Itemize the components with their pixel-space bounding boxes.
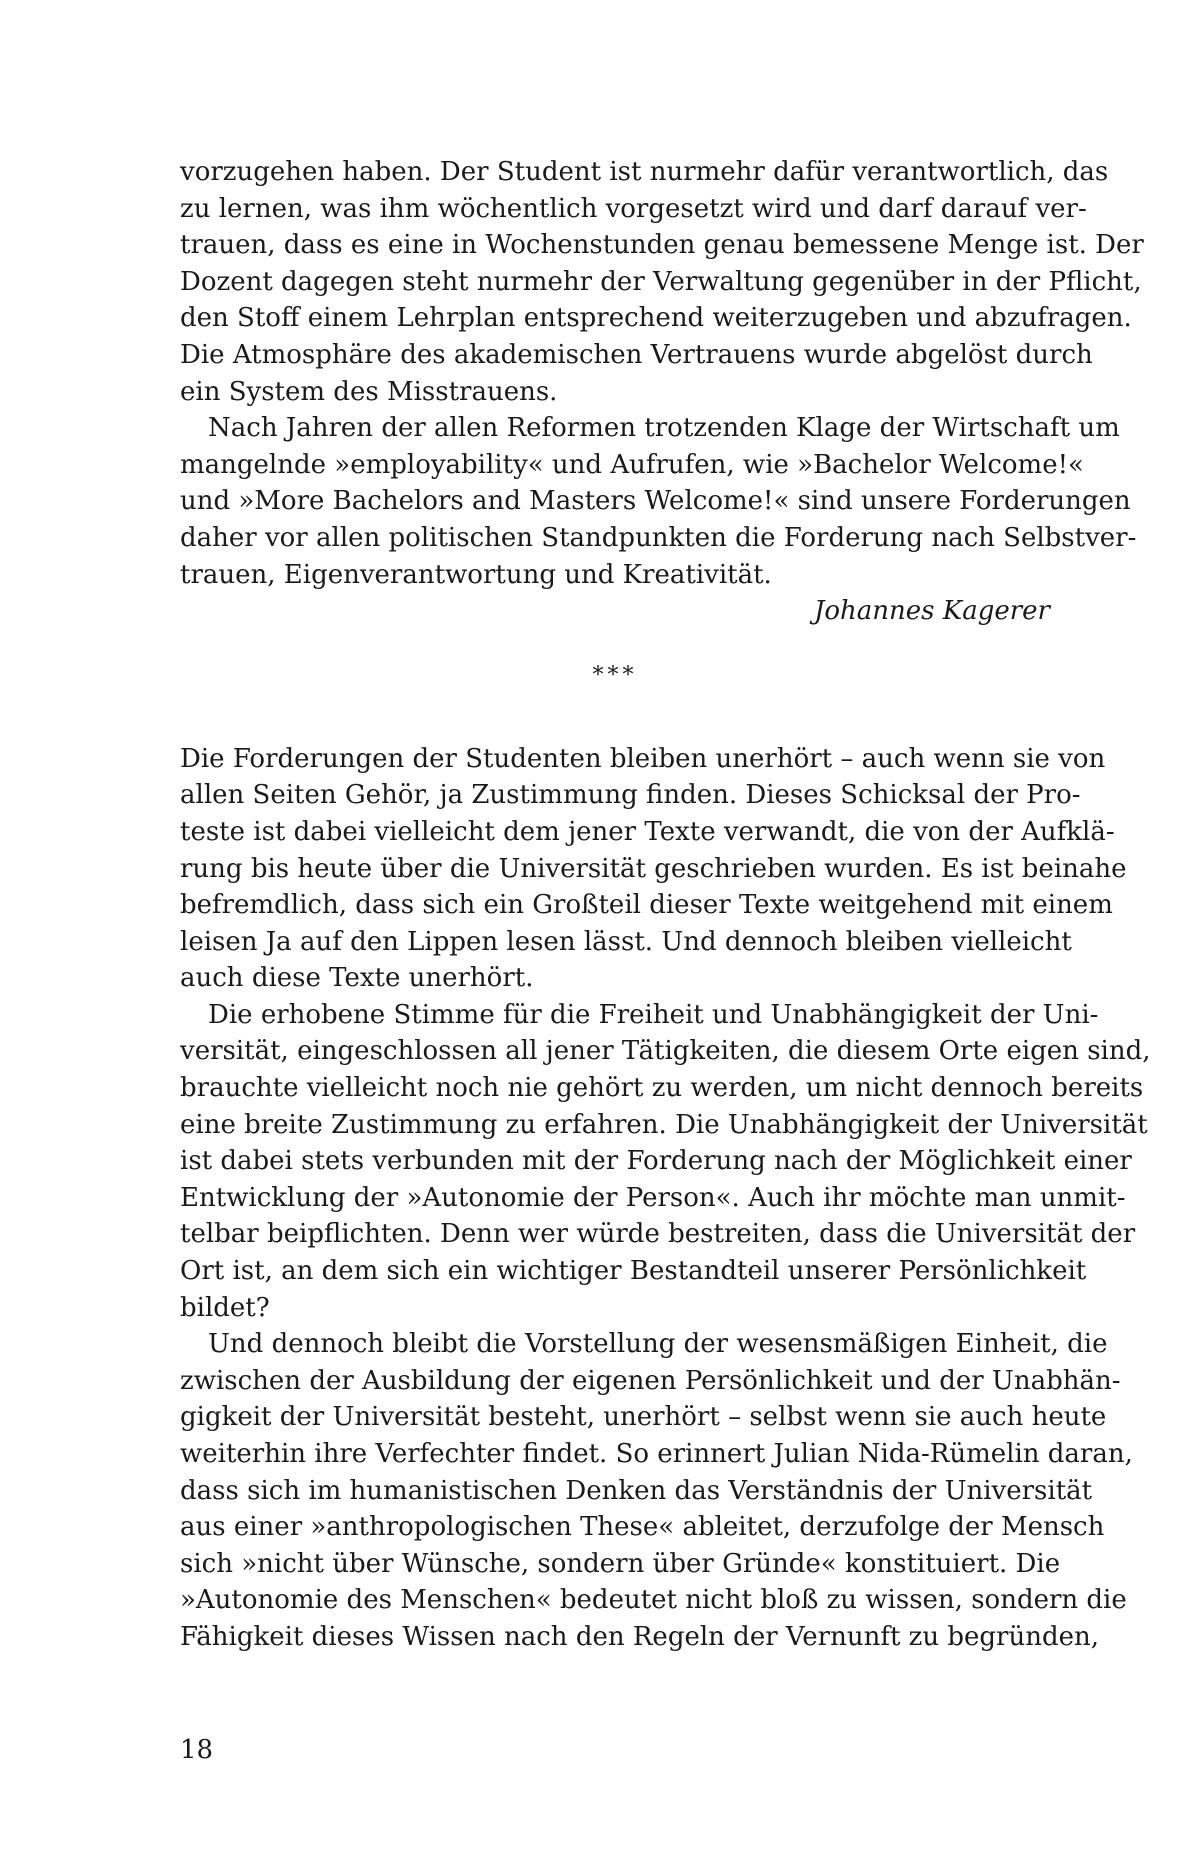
- text-line: zwischen der Ausbildung der eigenen Persönlichkeit und der Unabhän-: [180, 1365, 1121, 1396]
- paragraph: [180, 997, 1151, 1326]
- text-line: sich »nicht über Wünsche, sondern über Gründe« konstituiert. Die: [180, 1548, 1061, 1579]
- text-line: leisen Ja auf den Lippen lesen lässt. Und dennoch bleiben vielleicht: [180, 926, 1072, 957]
- text-line: versität, eingeschlossen all jener Tätigkeiten, die diesem Orte eigen sind,: [180, 1036, 1151, 1067]
- text-line: befremdlich, dass sich ein Großteil dieser Texte weitgehend mit einem: [180, 890, 1113, 921]
- text-line: teste ist dabei vielleicht dem jener Texte verwandt, die von der Aufklä-: [180, 816, 1115, 847]
- text-line: den Stoff einem Lehrplan entsprechend weiterzugeben und abzufragen.: [180, 303, 1132, 334]
- text-line: daher vor allen politischen Standpunkten die Forderung nach Selbstver-: [180, 522, 1137, 553]
- section-separator: ***: [592, 662, 638, 688]
- text-line: Die Atmosphäre des akademischen Vertrauens wurde abgelöst durch: [180, 339, 1093, 370]
- text-line: trauen, dass es eine in Wochenstunden genau bemessene Menge ist. Der: [180, 230, 1144, 261]
- text-line: Und dennoch bleibt die Vorstellung der wesensmäßigen Einheit, die: [208, 1329, 1108, 1360]
- text-line: Entwicklung der »Autonomie der Person«. Auch ihr möchte man unmit-: [180, 1182, 1126, 1213]
- text-line: rung bis heute über die Universität geschrieben wurden. Es ist beinahe: [180, 853, 1127, 884]
- text-line: trauen, Eigenverantwortung und Kreativität.: [180, 559, 772, 590]
- section-2: [180, 741, 1151, 1656]
- text-line: allen Seiten Gehör, ja Zustimmung finden. Dieses Schicksal der Pro-: [180, 780, 1081, 811]
- text-line: ein System des Misstrauens.: [180, 376, 558, 407]
- author-signature: Johannes Kagerer: [813, 596, 1050, 627]
- text-line: Nach Jahren der allen Reformen trotzenden Klage der Wirtschaft um: [208, 413, 1120, 444]
- text-line: Dozent dagegen steht nurmehr der Verwaltung gegenüber in der Pflicht,: [180, 266, 1142, 297]
- paragraph: [180, 1326, 1133, 1655]
- paragraph: [180, 154, 1144, 410]
- text-line: aus einer »anthropologischen These« ableitet, derzufolge der Mensch: [180, 1512, 1105, 1543]
- text-line: und »More Bachelors and Masters Welcome!« sind unsere Forderungen: [180, 486, 1131, 517]
- page-number: 18: [180, 1735, 214, 1765]
- text-line: zu lernen, was ihm wöchentlich vorgesetzt wird und darf darauf ver-: [180, 193, 1087, 224]
- paragraph: [180, 410, 1137, 593]
- text-line: mangelnde »employability« und Aufrufen, wie »Bachelor Welcome!«: [180, 449, 1084, 480]
- text-line: Die Forderungen der Studenten bleiben unerhört – auch wenn sie von: [180, 743, 1106, 774]
- text-line: gigkeit der Universität besteht, unerhört – selbst wenn sie auch heute: [180, 1402, 1107, 1433]
- section-1: [180, 154, 1144, 593]
- text-line: eine breite Zustimmung zu erfahren. Die Unabhängigkeit der Universität: [180, 1109, 1148, 1140]
- text-line: ist dabei stets verbunden mit der Forderung nach der Möglichkeit einer: [180, 1146, 1132, 1177]
- text-line: Ort ist, an dem sich ein wichtiger Bestandteil unserer Persönlichkeit: [180, 1256, 1087, 1287]
- text-line: dass sich im humanistischen Denken das Verständnis der Universität: [180, 1475, 1093, 1506]
- text-line: Die erhobene Stimme für die Freiheit und Unabhängigkeit der Uni-: [208, 999, 1099, 1030]
- text-line: vorzugehen haben. Der Student ist nurmehr dafür verantwortlich, das: [180, 157, 1109, 187]
- text-line: bildet?: [180, 1292, 270, 1323]
- text-line: brauchte vielleicht noch nie gehört zu werden, um nicht dennoch bereits: [180, 1073, 1144, 1104]
- text-line: »Autonomie des Menschen« bedeutet nicht bloß zu wissen, sondern die: [180, 1585, 1127, 1616]
- text-line: Fähigkeit dieses Wissen nach den Regeln der Vernunft zu begründen,: [180, 1621, 1100, 1652]
- text-line: telbar beipflichten. Denn wer würde bestreiten, dass die Universität der: [180, 1219, 1136, 1250]
- book-page: [180, 154, 1151, 1656]
- text-line: weiterhin ihre Verfechter findet. So erinnert Julian Nida-Rümelin daran,: [180, 1439, 1133, 1469]
- paragraph: [180, 741, 1127, 997]
- text-line: auch diese Texte unerhört.: [180, 963, 534, 994]
